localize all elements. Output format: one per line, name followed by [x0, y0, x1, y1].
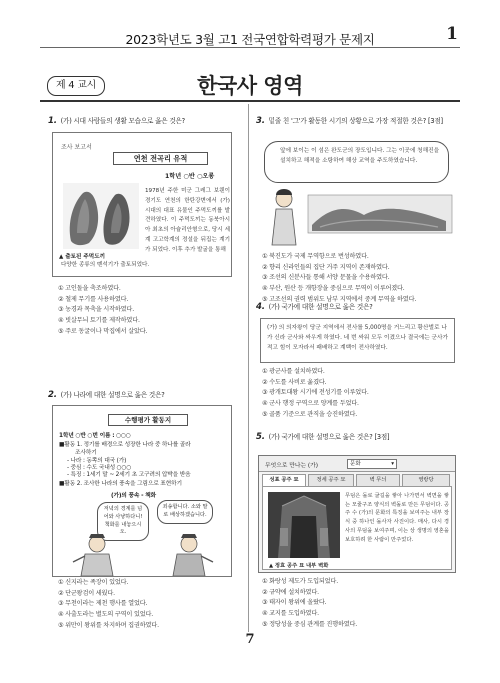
- tomb-interior-photo: [268, 492, 340, 558]
- choice-1[interactable]: ① 광군사를 설치하였다.: [262, 368, 325, 375]
- photo-caption: ▲ 출토된 주먹도끼: [59, 254, 106, 260]
- choice-4[interactable]: ④ 사출도라는 별도의 구역이 있었다.: [58, 610, 154, 618]
- choice-1[interactable]: ① 고인돌을 축조하였다.: [58, 285, 121, 292]
- choice-4[interactable]: ④ 교지를 도입하였다.: [262, 609, 319, 617]
- choice-5[interactable]: ⑤ 고조선의 권력 범위도 남부 지역에서 중계 무역을 하였다.: [262, 295, 417, 303]
- report-author: 1학년 ○반 ○오롱: [165, 173, 215, 180]
- question-prompt: (가) 국가에 대한 설명으로 옳은 것은?: [268, 303, 373, 311]
- q4-passage-box: [260, 318, 455, 363]
- student-line: 1학년 ○반 ○번 이름 : ○○○: [59, 433, 131, 439]
- page-footer-number: 7: [245, 632, 255, 647]
- choice-5[interactable]: ⑤ 위만이 왕위를 차지하며 집권하였다.: [58, 621, 159, 629]
- choice-3[interactable]: ③ 농경과 목축을 시작하였다.: [58, 306, 134, 314]
- speech-bubble-right: 죄송합니다. 소와 말로 배상하겠습니다.: [157, 500, 213, 524]
- tab-4[interactable]: 영랑당: [402, 474, 450, 486]
- site-title: 연천 전곡리 유적: [113, 152, 208, 165]
- exam-title: 2023학년도 3월 고1 전국연합학력평가 문제지: [125, 32, 375, 47]
- custom-label: (가)의 풍속 - 책화: [111, 493, 156, 499]
- tab-2[interactable]: 정세 공주 묘: [308, 474, 354, 486]
- tab-3[interactable]: 벽 무늬: [356, 474, 400, 486]
- choice-1[interactable]: ① 신지라는 족장이 있었다.: [58, 579, 129, 586]
- q3-choices: [262, 252, 416, 305]
- question-number: 5.: [256, 432, 265, 442]
- question-3-title: [256, 116, 443, 128]
- tab-bar: [259, 474, 455, 486]
- tab-1[interactable]: 성표 공주 묘: [262, 474, 306, 486]
- column-divider: [248, 104, 249, 632]
- speech-text: 앞에 보이는 이 섬은 완도군의 장도입니다. 그는 이곳에 청해진을 설치하고 해적을 소탕하여 해상 교역을 주도하였습니다.: [280, 148, 440, 164]
- question-1-title: [48, 116, 185, 128]
- site-topbar: [259, 456, 455, 472]
- choice-4[interactable]: ④ 부산, 원산 등 개항장을 중심으로 무역이 이루어졌다.: [262, 284, 405, 292]
- question-2-title: [48, 390, 165, 402]
- passage-text: (가) 의 의자왕이 당군 지역에서 전사를 5,000명을 거느리고 황산벌로 나가 신라 군사와 싸우게 하였다. 네 번 싸워 모두 이겼으나 결국에는 군사가 적고 힘이 모자라서 패배하고 계백이 전사하였다.: [267, 325, 449, 351]
- header-thick-rule: [40, 100, 460, 102]
- select-value: 문화: [350, 461, 361, 467]
- q1-choices: [58, 284, 147, 337]
- panel-text: 무덤은 돌로 굴길을 쌓아 나가면서 벽면을 쌓는 모줄구조 양식의 벽돌로 만든 무덤이다. 공주 수 (가)의 문화의 특징을 보여주는 내부 장식 중 하나인 돌사자 사진이다. 매사, 다시 경 사의 무덤을 보여주며, 이는 상 생명의 영혼을 보호하려 한 사람이 만주었다.: [345, 493, 449, 543]
- question-prompt: (가) 국가에 대한 설명으로 옳은 것은? [3점]: [268, 433, 390, 441]
- info-line-3: - 특징 : 1세기 말 ~ 2세기 초 고구려의 압박을 받음: [67, 472, 191, 478]
- choice-5[interactable]: ⑤ 주로 동굴이나 막집에서 살았다.: [58, 327, 148, 335]
- question-number: 4.: [256, 302, 265, 312]
- header-rule: [40, 47, 460, 48]
- choice-2[interactable]: ② 철제 무기를 사용하였다.: [58, 295, 129, 303]
- choice-3[interactable]: ③ 무천이라는 제천 행사를 열었다.: [58, 600, 148, 608]
- sheet-page-number: 1: [446, 24, 458, 44]
- activity-2: ■활동 2. 조사한 나라의 풍속을 그림으로 표현하기: [59, 481, 182, 487]
- choice-1[interactable]: ① 북진도가 국제 무역항으로 번성하였다.: [262, 253, 369, 260]
- report-tail: 다양한 종류의 뗀석기가 출토되었다.: [61, 262, 150, 268]
- question-prompt: 밑줄 친 '그'가 활동한 시기의 상황으로 가장 적절한 것은? [3점]: [268, 117, 443, 125]
- choice-3[interactable]: ③ 조선의 신분사들 통해 서양 문물을 수용하였다.: [262, 274, 390, 282]
- q1-report-box: [52, 132, 232, 277]
- two-men-illustration: [63, 532, 223, 576]
- activity-1-cont: 조사하기: [75, 450, 97, 456]
- category-select[interactable]: [347, 459, 397, 469]
- choice-5[interactable]: ⑤ 정당성을 중심 관계를 진행하였다.: [262, 620, 358, 628]
- choice-4[interactable]: ④ 빗살무늬 토기를 제작하였다.: [58, 316, 140, 324]
- question-number: 1.: [48, 116, 57, 126]
- info-line-1: - 나라 : 동쪽의 대국 (가): [67, 458, 127, 464]
- choice-5[interactable]: ⑤ 골품 기준으로 관직을 승진하였다.: [262, 410, 358, 418]
- choice-4[interactable]: ④ 군사 행정 구역으로 양계를 두었다.: [262, 399, 359, 407]
- report-label: 조사 보고서: [61, 144, 92, 151]
- page-header: [0, 0, 500, 110]
- question-number: 3.: [256, 116, 265, 126]
- speech-bubble-left: 저녁의 경계를 넘어와 사냥하다니! 책화를 내놓으시오.: [97, 502, 149, 541]
- q5-web-page: [258, 455, 456, 573]
- choice-2[interactable]: ② 향리 신라인들의 집단 거주 지역이 존재하였다.: [262, 263, 390, 271]
- hand-axe-photo: [63, 183, 139, 249]
- period-badge: 제 4 교시: [47, 76, 105, 96]
- q4-choices: [262, 367, 369, 420]
- report-body: 1978년 주한 미군 그레그 보웬이 경기도 연천의 한탄강변에서 (가) 시대의 대표 유물인 주먹도끼를 발견하였다. 이 주먹도끼는 동북아시아 최초의 아슐리안형으로, 당시 세계 고고학계의 정설을 뒤집는 계기가 되었다. 이후 추가 발굴을 통해: [145, 188, 230, 253]
- site-title: 무엇으로 만나는 (가): [265, 463, 319, 469]
- activity-1: ■활동 1. 정기를 배경으로 성장한 나라 중 하나를 골라: [59, 442, 191, 448]
- choice-3[interactable]: ③ 광개토대왕 시기에 전성기를 이루었다.: [262, 389, 369, 397]
- choice-3[interactable]: ③ 태자이 왕위에 올랐다.: [262, 599, 327, 607]
- choice-2[interactable]: ② 단군왕검이 세웠다.: [58, 589, 115, 597]
- island-photo-illustration: [260, 185, 454, 247]
- worksheet-title: 수행평가 활동지: [108, 414, 188, 426]
- photo-caption: ▲ 정효 공주 묘 내부 벽화: [269, 563, 329, 569]
- chevron-down-icon: ▾: [391, 461, 394, 467]
- q2-worksheet-box: [52, 405, 232, 577]
- q5-choices: [262, 577, 357, 630]
- subject-title: 한국사 영역: [197, 74, 303, 98]
- choice-2[interactable]: ② 규약에 설치하였다.: [262, 588, 319, 596]
- info-line-2: - 중심 : 수도 국내성 ○○○: [67, 465, 132, 471]
- q2-choices: [58, 578, 159, 631]
- choice-2[interactable]: ② 수도를 사비로 옮겼다.: [262, 378, 327, 386]
- question-5-title: [256, 432, 389, 444]
- question-number: 2.: [48, 390, 57, 400]
- choice-1[interactable]: ① 화랑성 제도가 도입되었다.: [262, 578, 338, 585]
- q3-scene: [258, 133, 454, 248]
- question-4-title: [256, 302, 373, 314]
- question-prompt: (가) 나라에 대한 설명으로 옳은 것은?: [60, 391, 165, 399]
- question-prompt: (가) 시대 사람들의 생활 모습으로 옳은 것은?: [60, 117, 185, 125]
- tab-panel: [262, 486, 452, 570]
